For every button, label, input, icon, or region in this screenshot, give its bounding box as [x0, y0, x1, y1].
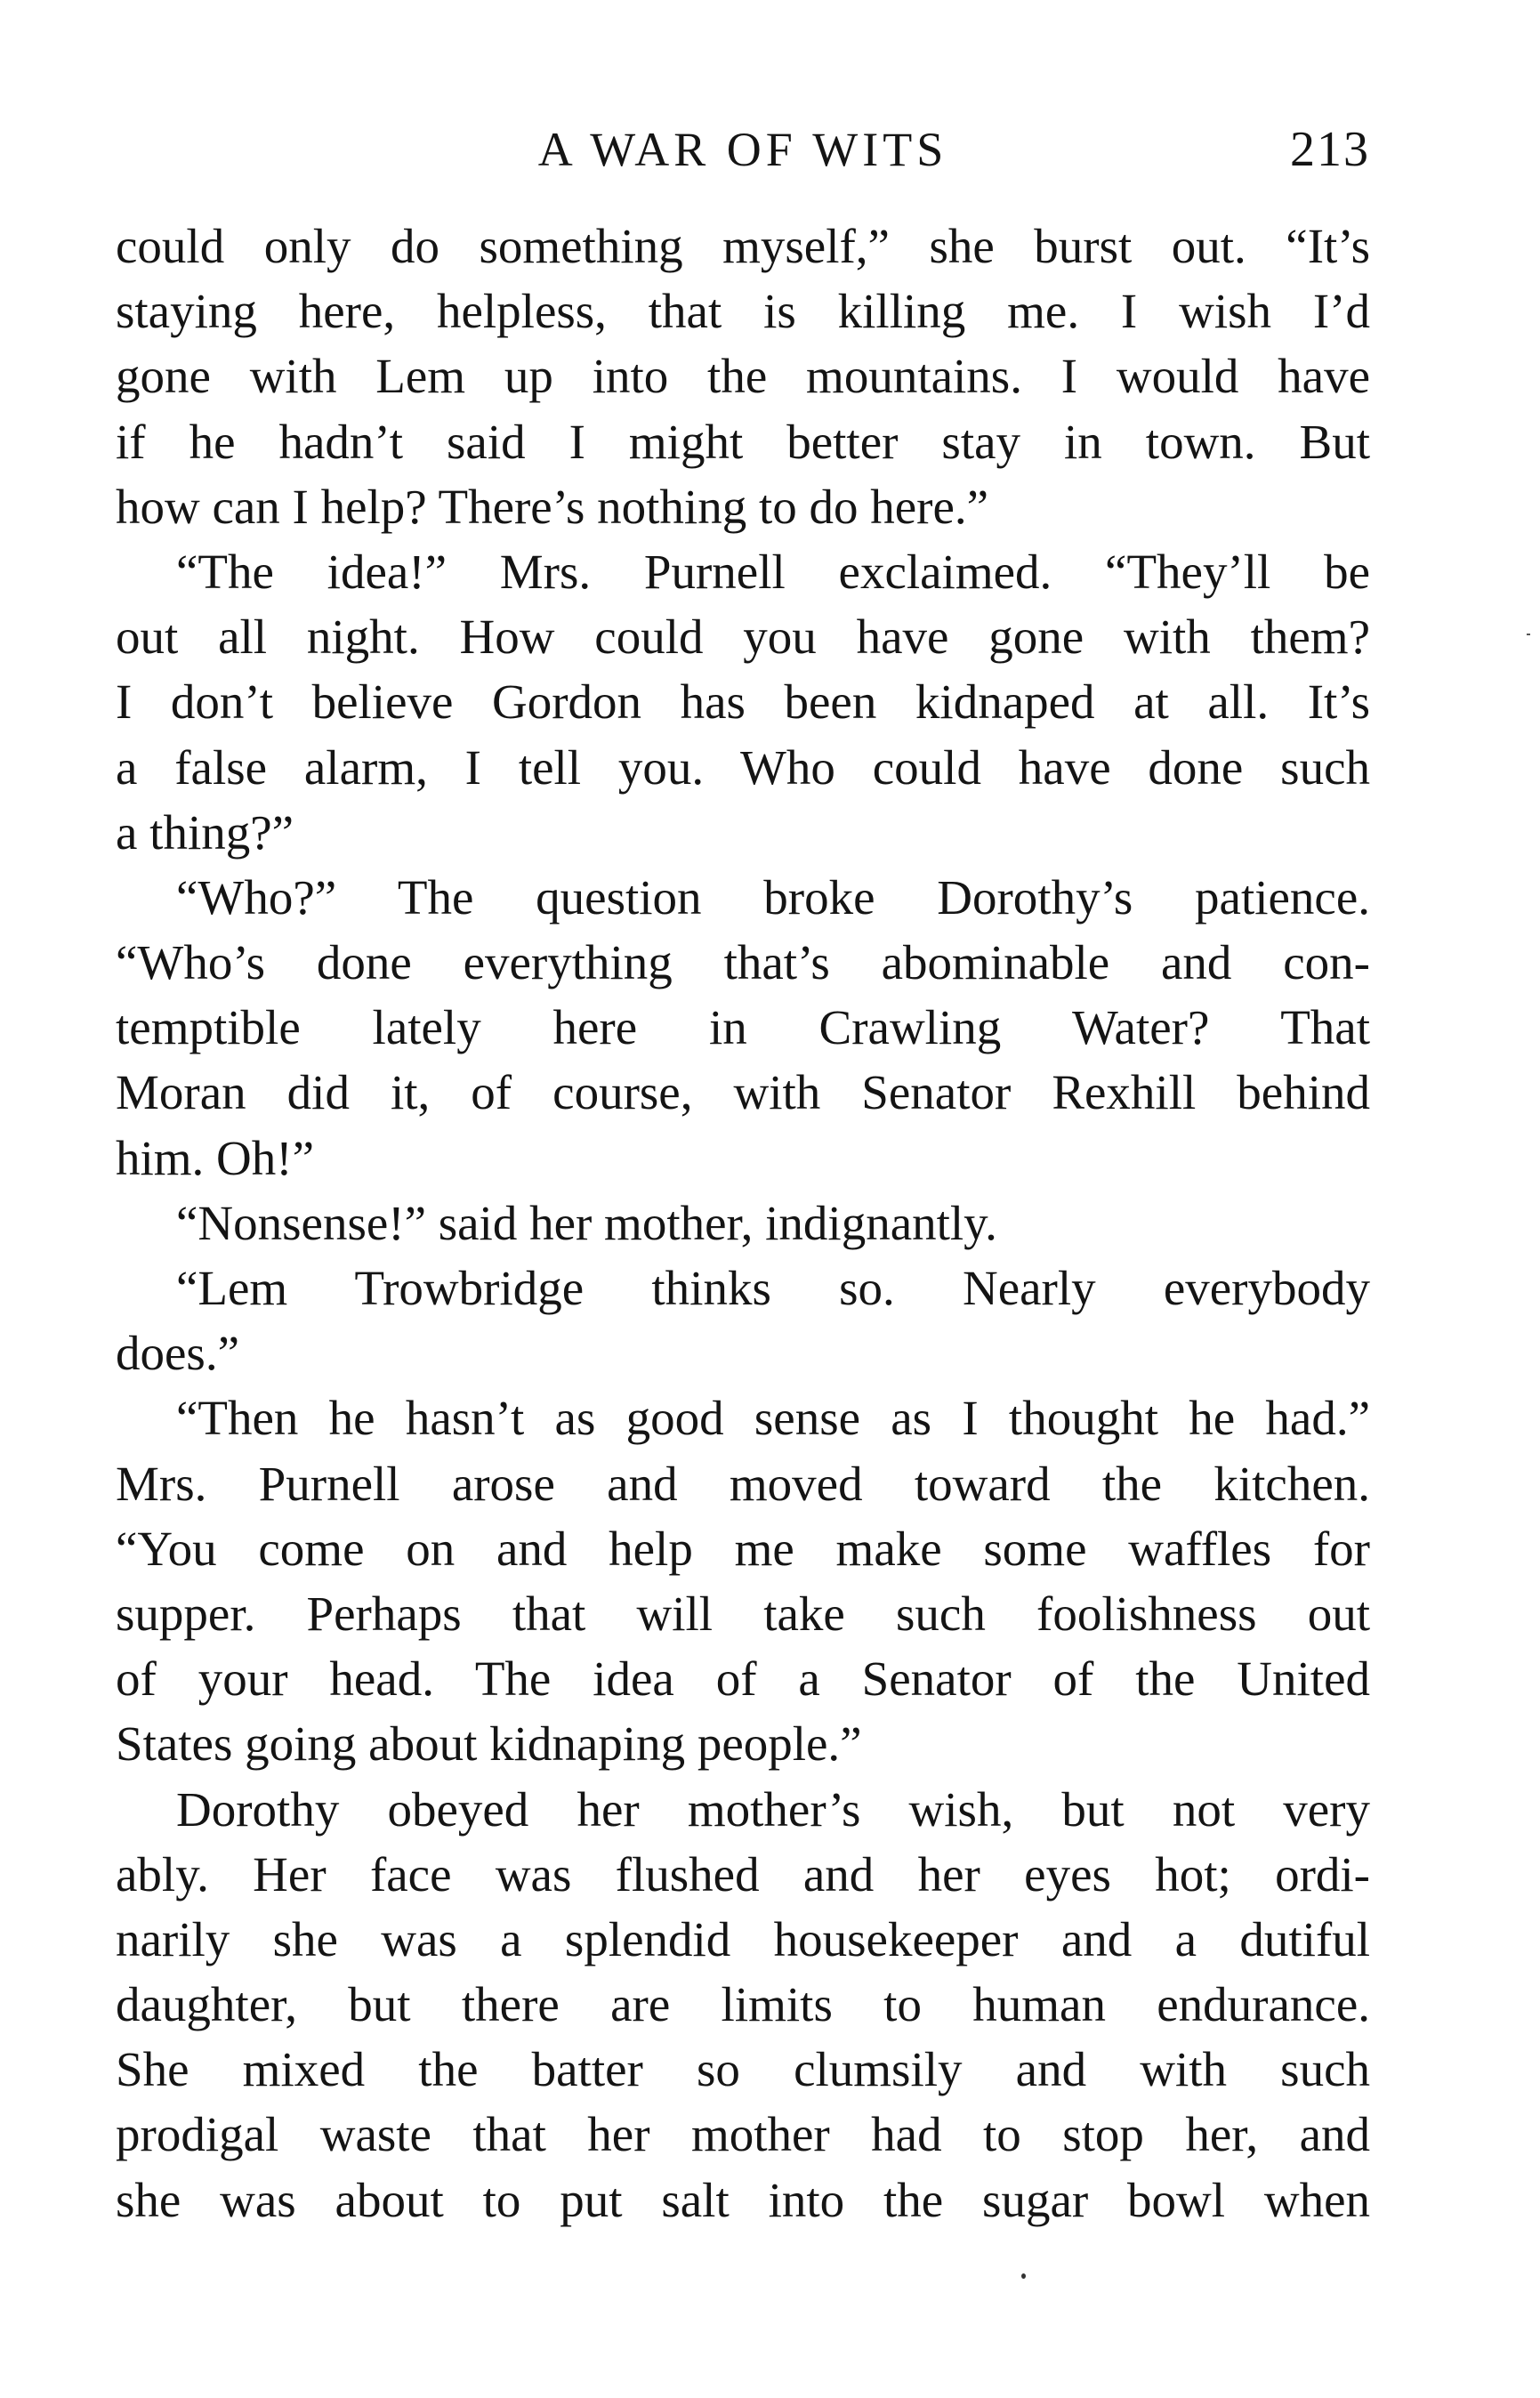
- text-line: States going about kidnaping people.”: [116, 1716, 862, 1772]
- text-line: “Lem Trowbridge thinks so. Nearly everybody: [176, 1261, 1370, 1315]
- speck-mark: [1021, 2273, 1026, 2279]
- text-line: supper. Perhaps that will take such foolishness out: [116, 1586, 1370, 1641]
- page-header: [116, 114, 1370, 185]
- text-line: “Who?” The question broke Dorothy’s patience.: [176, 869, 1370, 924]
- running-title: A WAR OF WITS: [537, 123, 948, 176]
- text-line: “You come on and help me make some waffles for: [116, 1521, 1370, 1576]
- text-line: She mixed the batter so clumsily and with such: [116, 2042, 1370, 2097]
- text-line: a false alarm, I tell you. Who could have done such: [116, 739, 1370, 795]
- text-line: “Nonsense!” said her mother, indignantly.: [176, 1195, 997, 1250]
- text-line: “The idea!” Mrs. Purnell exclaimed. “They’ll be: [176, 544, 1370, 599]
- text-line: ably. Her face was flushed and her eyes hot; ordi-: [116, 1846, 1370, 1901]
- text-line: Mrs. Purnell arose and moved toward the kitchen.: [116, 1456, 1370, 1511]
- text-line: she was about to put salt into the sugar bowl when: [116, 2172, 1370, 2227]
- text-line: how can I help? There’s nothing to do here.”: [116, 479, 989, 534]
- text-line: “Who’s done everything that’s abominable and con-: [116, 935, 1370, 990]
- text-line: temptible lately here in Crawling Water? That: [116, 1000, 1370, 1055]
- text-line: if he hadn’t said I might better stay in town. But: [116, 414, 1370, 469]
- body-text: [116, 214, 1370, 2232]
- text-line: a thing?”: [116, 804, 294, 860]
- text-line: prodigal waste that her mother had to stop her, and: [116, 2107, 1370, 2162]
- text-line: out all night. How could you have gone with them?: [116, 610, 1370, 665]
- page-number: 213: [1290, 122, 1370, 177]
- text-line: staying here, helpless, that is killing me. I wish I’d: [116, 284, 1370, 339]
- text-line: him. Oh!”: [116, 1130, 315, 1185]
- margin-mark: [1527, 634, 1530, 635]
- text-line: narily she was a splendid housekeeper and a dutiful: [116, 1911, 1370, 1966]
- text-line: gone with Lem up into the mountains. I would have: [116, 349, 1370, 404]
- text-line: of your head. The idea of a Senator of the United: [116, 1651, 1370, 1707]
- text-line: I don’t believe Gordon has been kidnaped at all. It’s: [116, 674, 1370, 730]
- text-line: “Then he hasn’t as good sense as I thought he had.”: [176, 1391, 1370, 1446]
- text-line: does.”: [116, 1326, 239, 1381]
- text-line: Dorothy obeyed her mother’s wish, but not very: [176, 1781, 1370, 1837]
- text-line: could only do something myself,” she burst out. “It’s: [116, 219, 1370, 273]
- text-line: Moran did it, of course, with Senator Rexhill behind: [116, 1065, 1370, 1120]
- text-line: daughter, but there are limits to human endurance.: [116, 1977, 1370, 2032]
- book-page: [116, 0, 1370, 2398]
